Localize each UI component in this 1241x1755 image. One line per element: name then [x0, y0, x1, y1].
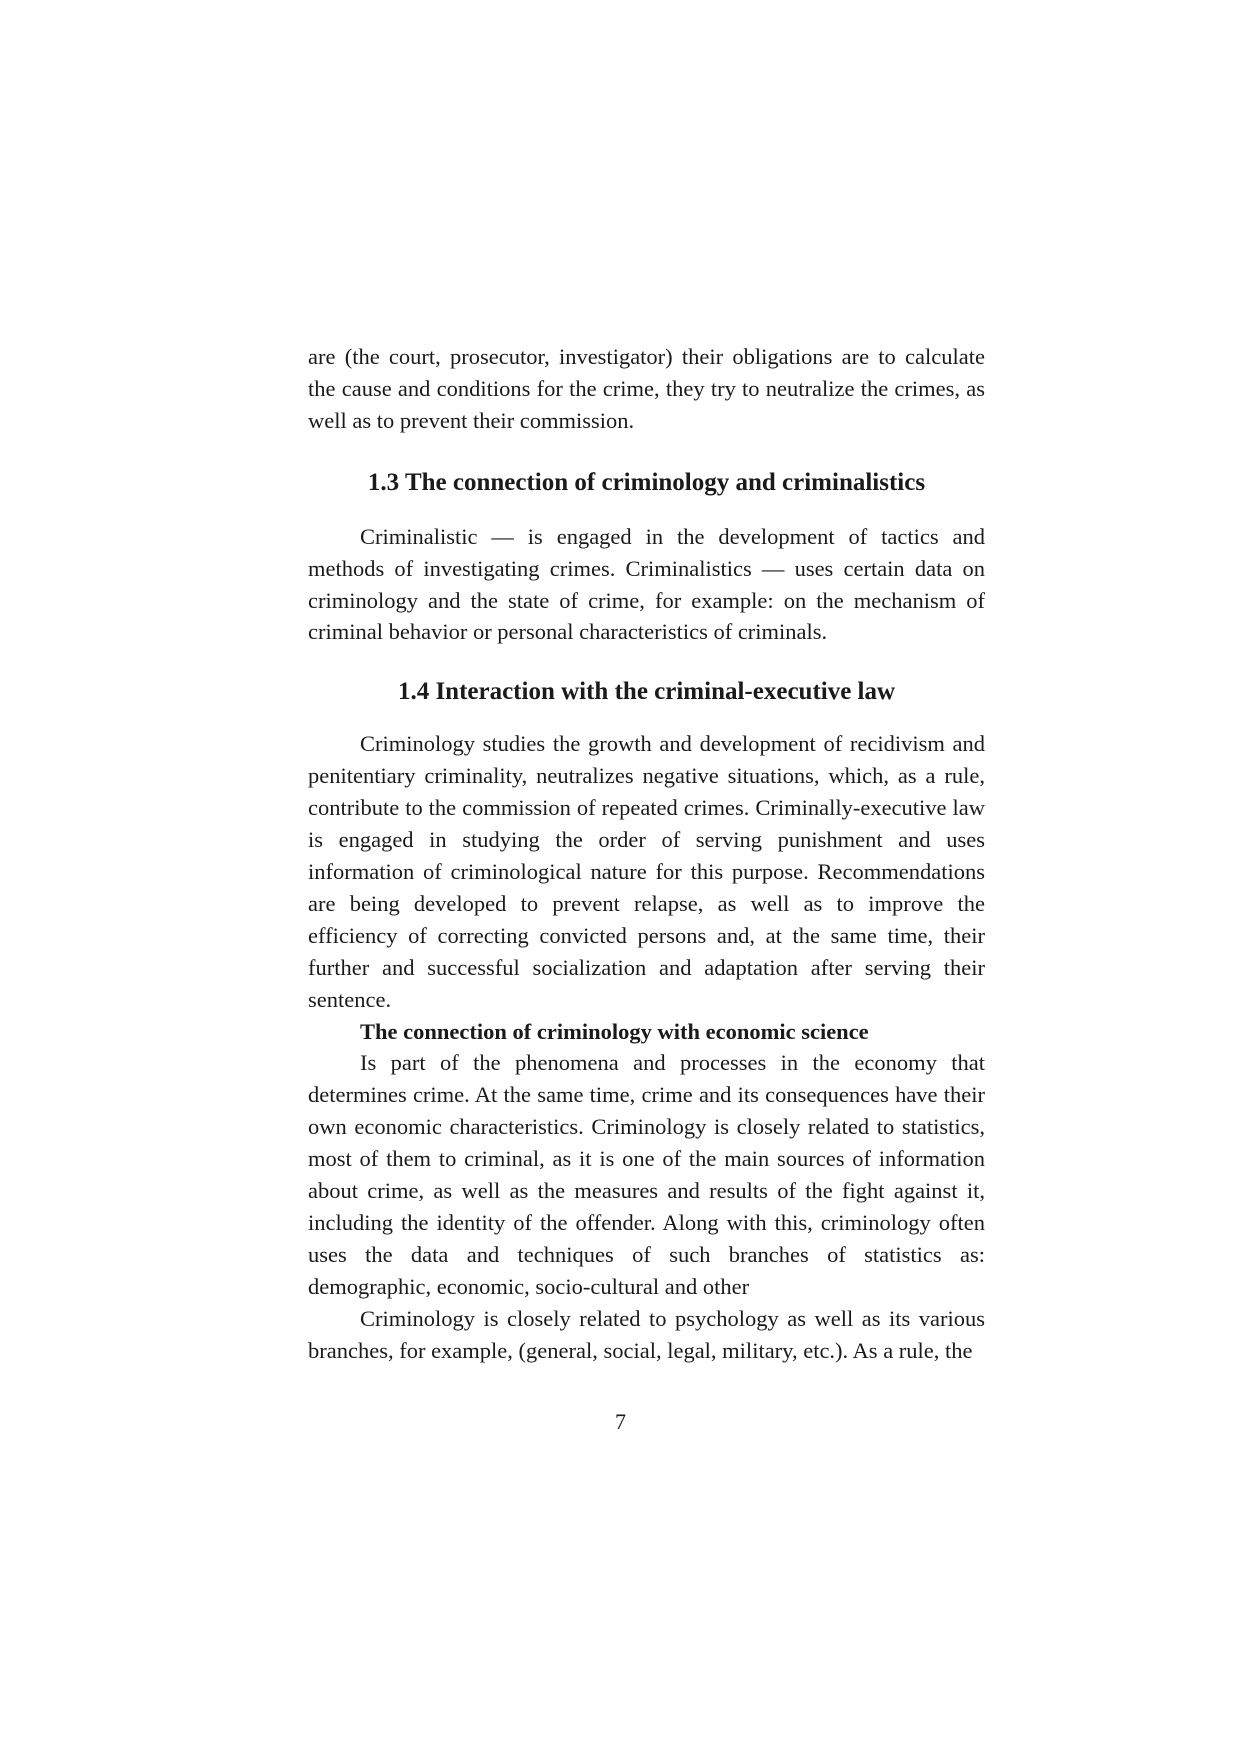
psychology-paragraph: Criminology is closely related to psychology as well as its various branches, for example, (general, social, legal, military, etc.). As a rule, the — [308, 1305, 985, 1363]
economic-science-paragraph: Is part of the phenomena and processes in the economy that determines crime. At the same time, crime and its consequences have their own economic characteristics. Criminology is closely related to statistics, most of them to criminal, as it is one of the main sources of information about crime, as well as the measures and results of the fight against it, including the identity of the offender. Along with this, criminology often uses the data and techniques of such branches of statistics as: demographic, economic, socio-cultural and other — [308, 1050, 985, 1299]
section-1-3-paragraph: Criminalistic — is engaged in the development of tactics and methods of investigating crimes. Criminalistics — uses certain data on criminology and the state of crime, for example: on the mechanism of criminal behavior or personal characteristics of criminals. — [308, 523, 985, 645]
text-column — [308, 341, 985, 1366]
section-1-4-heading: 1.4 Interaction with the criminal-executive law — [397, 678, 896, 706]
economic-science-subheading: The connection of criminology with economic science — [360, 1018, 869, 1044]
intro-paragraph: are (the court, prosecutor, investigator) their obligations are to calculate the cause and conditions for the crime, they try to neutralize the crimes, as well as to prevent their commission. — [308, 344, 985, 433]
page-number: 7 — [615, 1409, 626, 1434]
section-1-3-heading: 1.3 The connection of criminology and criminalistics — [367, 468, 926, 496]
section-1-4-paragraph: Criminology studies the growth and development of recidivism and penitentiary criminality, neutralizes negative situations, which, as a rule, contribute to the commission of repeated crimes. Criminally-executive law is engaged in studying the order of serving punishment and uses information of criminological nature for this purpose. Recommendations are being developed to prevent relapse, as well as to improve the efficiency of correcting convicted persons and, at the same time, their further and successful socialization and adaptation after serving their sentence. — [308, 731, 985, 1012]
